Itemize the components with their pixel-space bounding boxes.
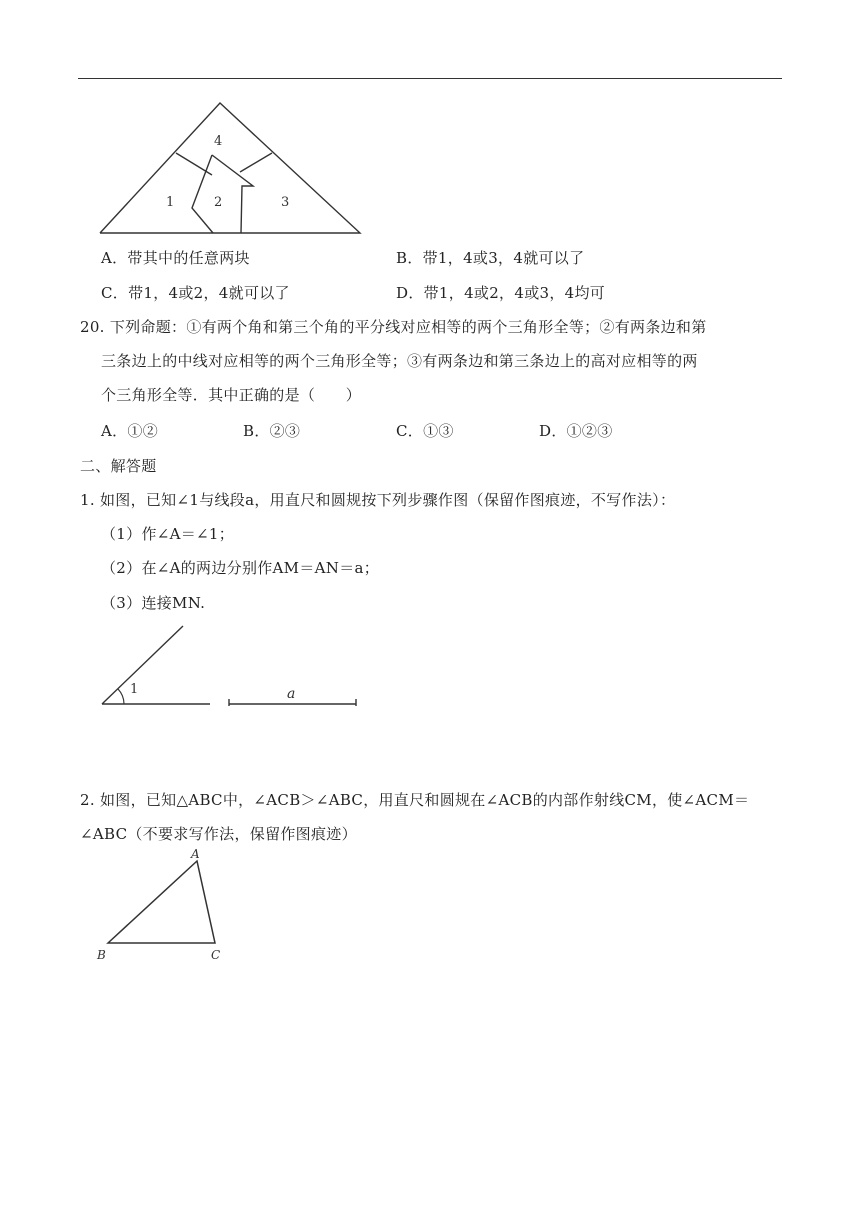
- segment-label-a: a: [287, 686, 296, 702]
- angle-and-segment-figure: [96, 620, 366, 715]
- q19-option-c: C．带1，4或2，4就可以了: [101, 284, 290, 302]
- q20-option-d: D．①②③: [539, 422, 613, 440]
- q19-option-d: D．带1，4或2，4或3，4均可: [396, 284, 606, 302]
- q20-stem-line-2: 三条边上的中线对应相等的两个三角形全等；③有两条边和第三条边上的高对应相等的两: [101, 352, 698, 370]
- vertex-label-a: A: [191, 847, 200, 861]
- q20-option-b: B．②③: [243, 422, 301, 440]
- q20-option-c: C．①③: [396, 422, 454, 440]
- piece-label-4: 4: [214, 134, 223, 149]
- p1-step-1: （1）作∠A＝∠1；: [101, 525, 235, 543]
- p1-step-3: （3）连接MN.: [101, 594, 206, 612]
- header-rule: [78, 78, 782, 79]
- vertex-label-b: B: [97, 948, 106, 962]
- section-heading: 二、解答题: [80, 457, 157, 475]
- q20-option-a: A．①②: [101, 422, 159, 440]
- piece-label-1: 1: [166, 195, 175, 210]
- q19-option-a: A．带其中的任意两块: [101, 249, 250, 267]
- p2-stem-line-2: ∠ABC（不要求写作法，保留作图痕迹）: [80, 825, 357, 843]
- p1-step-2: （2）在∠A的两边分别作AM＝AN＝a；: [101, 559, 380, 577]
- q19-option-b: B．带1，4或3，4就可以了: [396, 249, 585, 267]
- piece-label-2: 2: [214, 195, 223, 210]
- triangle-pieces-figure: [95, 98, 365, 238]
- p1-stem: 1. 如图，已知∠1与线段a，用直尺和圆规按下列步骤作图（保留作图痕迹，不写作法）：: [80, 491, 676, 509]
- angle-label-1: 1: [130, 682, 139, 697]
- triangle-abc-figure: [92, 845, 232, 965]
- q20-stem-line-1: 20. 下列命题：①有两个角和第三个角的平分线对应相等的两个三角形全等；②有两条边和第: [80, 318, 707, 336]
- p2-stem-line-1: 2. 如图，已知△ABC中，∠ACB＞∠ABC，用直尺和圆规在∠ACB的内部作射线CM，使∠ACM＝: [80, 791, 750, 809]
- vertex-label-c: C: [211, 948, 221, 962]
- q20-stem-line-3: 个三角形全等．其中正确的是（ ）: [101, 386, 362, 404]
- piece-label-3: 3: [281, 195, 290, 210]
